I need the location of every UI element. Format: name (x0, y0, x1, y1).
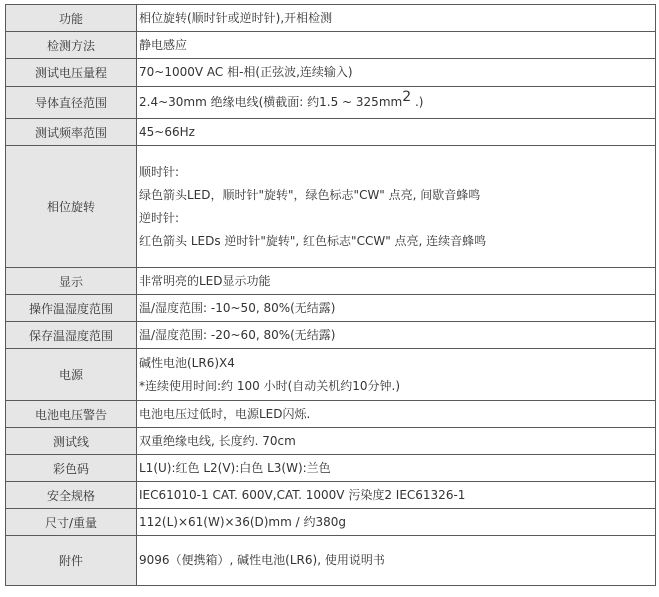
diameter-text-end: .) (411, 95, 424, 110)
row-label: 保存温湿度范围 (6, 322, 137, 349)
row-label: 彩色码 (6, 455, 137, 482)
row-value (137, 87, 656, 119)
row-value: 温/湿度范围: -10~50, 80%(无结露) (137, 295, 656, 322)
row-label: 相位旋转 (6, 146, 137, 268)
table-row (6, 536, 656, 586)
spec-table (5, 4, 656, 586)
row-label: 显示 (6, 268, 137, 295)
row-value: 温/湿度范围: -20~60, 80%(无结露) (137, 322, 656, 349)
row-value (137, 349, 656, 401)
table-row (6, 401, 656, 428)
row-label: 功能 (6, 5, 137, 32)
table-row (6, 32, 656, 59)
row-value: 112(L)×61(W)×36(D)mm / 约380g (137, 509, 656, 536)
row-value: 相位旋转(顺时针或逆时针),开相检测 (137, 5, 656, 32)
table-row (6, 87, 656, 119)
row-label: 尺寸/重量 (6, 509, 137, 536)
table-row (6, 119, 656, 146)
table-row (6, 428, 656, 455)
table-row (6, 349, 656, 401)
row-value: L1(U):红色 L2(V):白色 L3(W):兰色 (137, 455, 656, 482)
table-row (6, 455, 656, 482)
value-line: 逆时针: (139, 210, 180, 225)
row-label: 操作温湿度范围 (6, 295, 137, 322)
table-row (6, 5, 656, 32)
row-value: 电池电压过低时，电源LED闪烁. (137, 401, 656, 428)
table-row (6, 59, 656, 87)
row-label: 电源 (6, 349, 137, 401)
row-value: 双重绝缘电线, 长度约. 70cm (137, 428, 656, 455)
row-label: 安全规格 (6, 482, 137, 509)
value-line: 红色箭头 LEDs 逆时针"旋转", 红色标志"CCW" 点亮, 连续音蜂鸣 (139, 233, 487, 248)
value-line: *连续使用时间:约 100 小时(自动关机约10分钟.) (139, 378, 401, 393)
row-label: 附件 (6, 536, 137, 586)
row-label: 检测方法 (6, 32, 137, 59)
table-row (6, 268, 656, 295)
table-row (6, 509, 656, 536)
row-value (137, 146, 656, 268)
row-value: 45~66Hz (137, 119, 656, 146)
value-line: 顺时针: (139, 164, 180, 179)
row-label: 测试电压量程 (6, 59, 137, 87)
diameter-text: 2.4~30mm 绝缘电线(横截面: 约1.5 ~ 325mm (139, 95, 403, 110)
row-value: 非常明亮的LED显示功能 (137, 268, 656, 295)
row-value: 9096（便携箱）, 碱性电池(LR6), 使用说明书 (137, 536, 656, 586)
row-value: 静电感应 (137, 32, 656, 59)
value-line: 绿色箭头LED，顺时针"旋转"，绿色标志"CW" 点亮, 间歇音蜂鸣 (139, 187, 481, 202)
row-label: 测试线 (6, 428, 137, 455)
table-row (6, 295, 656, 322)
row-label: 导体直径范围 (6, 87, 137, 119)
row-value: 70~1000V AC 相-相(正弦波,连续输入) (137, 59, 656, 87)
row-value: IEC61010-1 CAT. 600V,CAT. 1000V 污染度2 IEC61326-1 (137, 482, 656, 509)
row-label: 测试频率范围 (6, 119, 137, 146)
table-row (6, 482, 656, 509)
table-row (6, 146, 656, 268)
superscript: 2 (402, 89, 412, 106)
value-line: 碱性电池(LR6)X4 (139, 355, 235, 370)
table-row (6, 322, 656, 349)
row-label: 电池电压警告 (6, 401, 137, 428)
